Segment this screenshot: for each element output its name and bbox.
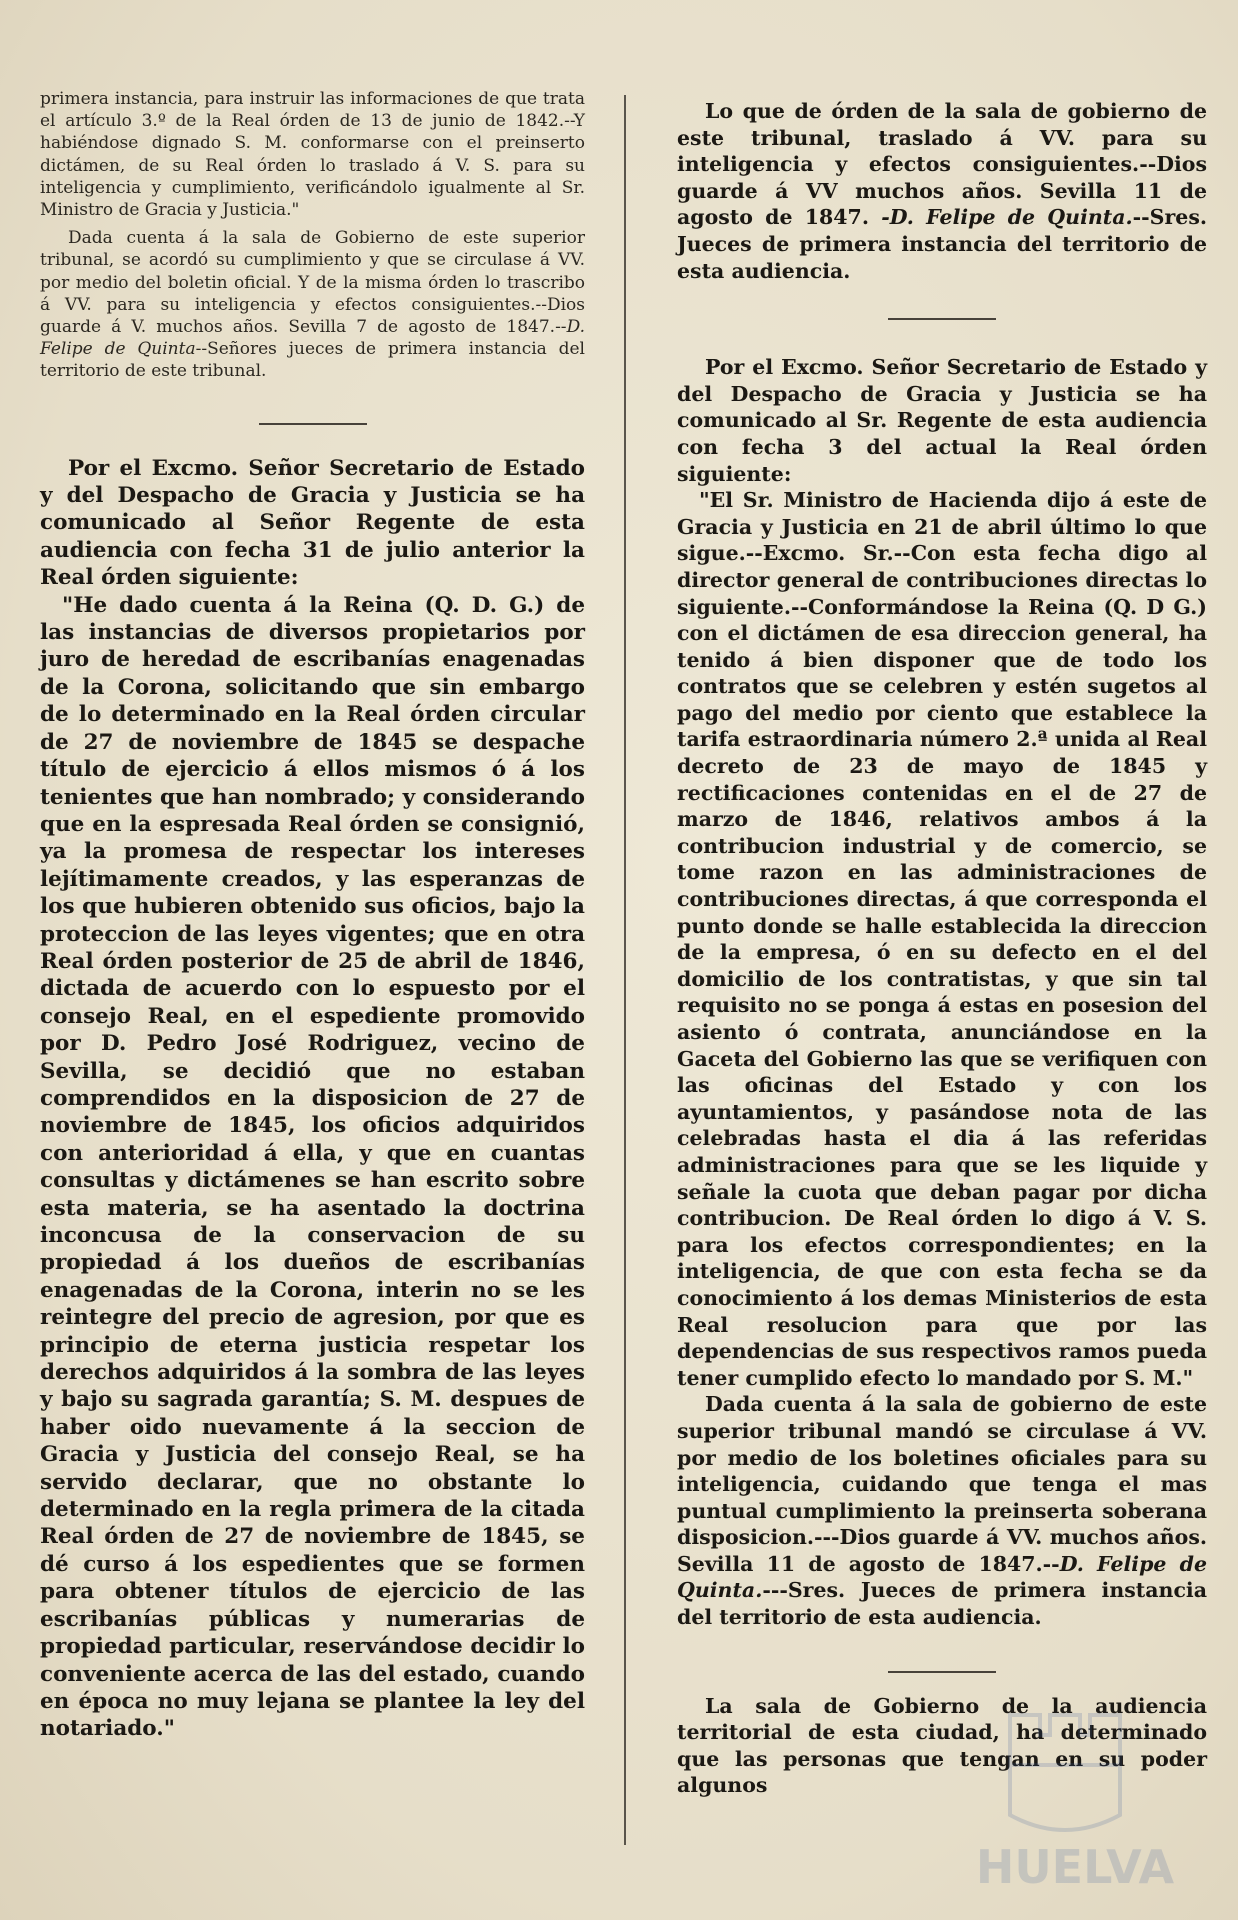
addressee: --Sres. Jueces de primera instancia del territorio de esta audiencia. (677, 205, 1207, 283)
addressee: ---Sres. Jueces de primera instancia del territorio de esta audiencia. (677, 1578, 1207, 1630)
royal-order-quote: "He dado cuenta á la Reina (Q. D. G.) de las instancias de diversos propietarios por juro de heredad de escribanías enagenadas de la Corona, solicitando que sin embargo de lo determinado en la Real órden circular de 27 de noviembre de 1845 se despache título de ejercicio á ellos mismos ó á los tenientes que han nombrado; y considerando que en la espresada Real órden se consignió, ya la promesa de respectar los intereses lejítimamente creados, y las esperanzas de los que hubieren obtenido sus oficios, bajo la proteccion de las leyes vigentes; que en otra Real órden posterior de 25 de abril de 1846, dictada de acuerdo con lo espuesto por el consejo Real, en el espediente promovido por D. Pedro José Rodriguez, vecino de Sevilla, se decidió que no estaban comprendidos en la disposicion de 27 de noviembre de 1845, los oficios adquiridos con anterioridad á ella, y que en cuantas consultas y dictámenes se han escrito sobre esta materia, se ha asentado la doctrina inconcusa de la conservacion de su propiedad á los dueños de escribanías enagenadas de la Corona, interin no se les reintegre del precio de agresion, por que es principio de eterna justicia respetar los derechos adquiridos á la sombra de las leyes y bajo su sagrada garantía; S. M. despues de haber oido nuevamente á la seccion de Gracia y Justicia del consejo Real, se ha servido declarar, que no obstante lo determinado en la regla primera de la citada Real órden de 27 de noviembre de 1845, se dé curso á los espedientes que se formen para obtener títulos de ejercicio de las escribanías públicas y numerarias de propiedad particular, reservándose decidir lo conveniente acerca de las del estado, cuando en época no muy lejana se plantee la ley del notariado." (40, 592, 585, 1742)
closing-text: Dada cuenta á la sala de gobierno de este superior tribunal mandó se circulase á VV. por medio de los boletines oficiales para su inteligencia, cuidando que tenga el mas puntual cumplimiento la preinserta soberana disposicion.---Dios guarde á VV. muchos años. Sevilla 11 de agosto de 1847.-- (677, 1392, 1207, 1576)
ministry-quote: "El Sr. Ministro de Hacienda dijo á este de Gracia y Justicia en 21 de abril último lo que sigue.--Excmo. Sr.--Con esta fecha digo al director general de contribuciones directas lo siguiente.--Conformándose la Reina (Q. D G.) con el dictámen de esa direccion general, ha tenido á bien disponer que de todo los contratos que se celebren y estén sugetos al pago del medio por ciento que establece la tarifa estraordinaria número 2.ª unida al Real decreto de 23 de mayo de 1845 y rectificaciones contenidas en el de 27 de marzo de 1846, relativos ambos á la contribucion industrial y de comercio, se tome razon en las administraciones de contribuciones directas, á que corresponda el punto donde se halle establecida la direccion de la empresa, ó en su defecto en el del domicilio de los contratistas, y que sin tal requisito no se ponga á estas en posesion del asiento ó contrata, anunciándose en la Gaceta del Gobierno las que se verifiquen con las oficinas del Estado y con los ayuntamientos, y pasándose nota de las celebradas hasta el dia á las referidas administraciones para que se les liquide y señale la cuota que deban pagar por dicha contribucion. De Real órden lo digo á V. S. para los efectos correspondientes; en la inteligencia, de que con esta fecha se da conocimiento á los demas Ministerios de esta Real resolucion para que por las dependencias de sus respectivos ramos pueda tener cumplido efecto lo mandado por S. M." (677, 488, 1207, 1390)
final-notice: La sala de Gobierno de la audiencia territorial de esta ciudad, ha determinado que las personas que tengan en su poder algunos (677, 1693, 1207, 1798)
library-watermark (950, 1705, 1200, 1895)
section-separator (888, 318, 996, 320)
column-divider (624, 95, 626, 1845)
continuation-paragraph: primera instancia, para instruir las informaciones de que trata el artículo 3.º de la Real órden de 13 de junio de 1842.--Y habiéndose dignado S. M. conformarse con el preinserto dictámen, de su Real órden lo traslado á V. S. para su inteligencia y cumplimiento, verificándolo igualmente al Sr. Ministro de Gracia y Justicia." (40, 89, 585, 221)
left-column (40, 88, 585, 1743)
signature: D. Felipe de Quinta. (677, 1551, 1207, 1603)
watermark-label: HUELVA (975, 1840, 1175, 1894)
signature: D. Felipe de Quinta (40, 317, 585, 360)
transfer-paragraph (677, 98, 1207, 284)
closing-text: Dada cuenta á la sala de Gobierno de este superior tribunal, se acordó su cumplimiento y que se circulase á VV. por medio del boletin oficial. Y de la misma órden lo trascribo á VV. para su inteligencia y efectos consiguientes.--Dios guarde á V. muchos años. Sevilla 7 de agosto de 1847.-- (40, 228, 585, 338)
section-separator (888, 1671, 996, 1673)
notice-intro: Por el Excmo. Señor Secretario de Estado y del Despacho de Gracia y Justicia se ha comunicado al Señor Regente de esta audiencia con fecha 31 de julio anterior la Real órden siguiente: (40, 455, 585, 591)
closing-paragraph (40, 227, 585, 382)
section-separator (259, 423, 367, 425)
addressee: --Señores jueces de primera instancia del territorio de este tribunal. (40, 339, 585, 382)
transfer-text: Lo que de órden de la sala de gobierno de este tribunal, traslado á VV. para su inteligencia y efectos consiguientes.--Dios guarde á VV muchos años. Sevilla 11 de agosto de 1847. (677, 99, 1207, 230)
notice-intro: Por el Excmo. Señor Secretario de Estado y del Despacho de Gracia y Justicia se ha comunicado al Sr. Regente de esta audiencia con fecha 3 del actual la Real órden siguiente: (677, 355, 1207, 486)
signature: -D. Felipe de Quinta. (881, 205, 1133, 230)
closing-paragraph (677, 1391, 1207, 1630)
crest-icon (950, 1705, 1200, 1895)
right-column (677, 98, 1207, 1799)
